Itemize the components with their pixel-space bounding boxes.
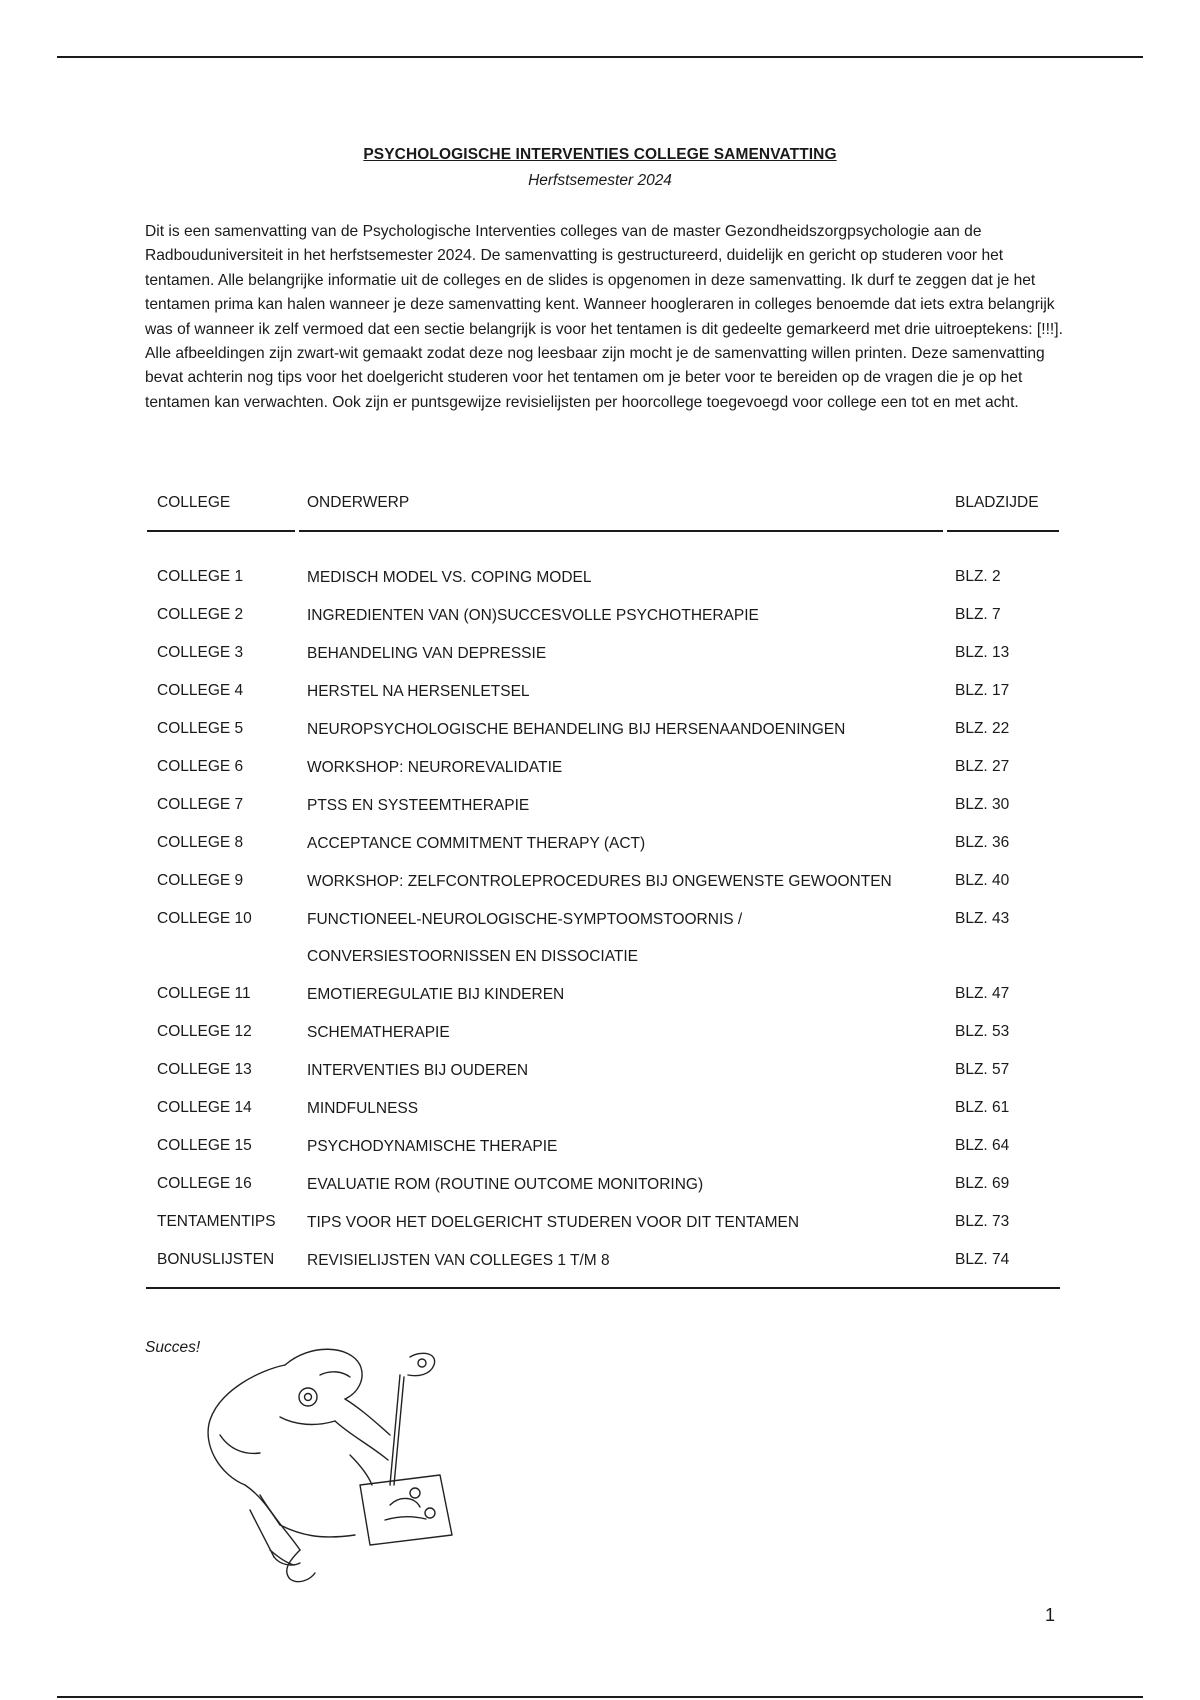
toc-header-page: BLADZIJDE xyxy=(955,494,1039,511)
table-row xyxy=(147,1248,1059,1286)
closing-text: Succes! xyxy=(145,1339,201,1356)
toc-college: COLLEGE 13 xyxy=(157,1061,252,1078)
toc-college: COLLEGE 16 xyxy=(157,1175,252,1192)
toc-header-rule-page xyxy=(947,530,1059,532)
toc-topic: SCHEMATHERAPIE xyxy=(307,1024,450,1041)
toc-topic: FUNCTIONEEL-NEUROLOGISCHE-SYMPTOOMSTOORNIS / CONVERSIESTOORNISSEN EN DISSOCIATIE xyxy=(307,911,743,965)
toc-page: BLZ. 47 xyxy=(955,985,1010,1002)
toc-page: BLZ. 61 xyxy=(955,1099,1010,1116)
toc-page: BLZ. 43 xyxy=(955,910,1010,927)
toc-college: COLLEGE 4 xyxy=(157,682,244,699)
toc-topic: MINDFULNESS xyxy=(307,1100,419,1117)
toc-topic: NEUROPSYCHOLOGISCHE BEHANDELING BIJ HERSENAANDOENINGEN xyxy=(307,721,846,738)
toc-page: BLZ. 64 xyxy=(955,1137,1010,1154)
toc-college: COLLEGE 9 xyxy=(157,872,244,889)
toc-page: BLZ. 30 xyxy=(955,796,1010,813)
toc-topic: MEDISCH MODEL VS. COPING MODEL xyxy=(307,569,592,586)
toc-topic: INGREDIENTEN VAN (ON)SUCCESVOLLE PSYCHOTHERAPIE xyxy=(307,607,759,624)
toc-college: COLLEGE 3 xyxy=(157,644,244,661)
toc-page: BLZ. 17 xyxy=(955,682,1010,699)
toc-page: BLZ. 13 xyxy=(955,644,1010,661)
toc-topic: TIPS VOOR HET DOELGERICHT STUDEREN VOOR DIT TENTAMEN xyxy=(307,1214,800,1231)
toc-college: COLLEGE 6 xyxy=(157,758,244,775)
toc-college: COLLEGE 12 xyxy=(157,1023,252,1040)
toc-page: BLZ. 27 xyxy=(955,758,1010,775)
toc-header xyxy=(147,490,1059,532)
toc-topic: PTSS EN SYSTEEMTHERAPIE xyxy=(307,797,530,814)
toc-page: BLZ. 40 xyxy=(955,872,1010,889)
toc-college: COLLEGE 2 xyxy=(157,606,244,623)
intro-paragraph: Dit is een samenvatting van de Psychologische Interventies colleges van de master Gezondheidszorgpsychologie aan de Radbouduniversiteit in het herfstsemester 2024. De samenvatting is gestructureerd, duidelijk en gericht op studeren voor het tentamen. Alle belangrijke informatie uit de colleges en de slides is opgenomen in deze samenvatting. Ik durf te zeggen dat je het tentamen prima kan halen wanneer je deze samenvatting kent. Wanneer hoogleraren in colleges benoemde dat iets extra belangrijk was of wanneer ik zelf vermoed dat een sectie belangrijk is voor het tentamen is dit gedeelte gemarkeerd met drie uitroeptekens: [!!!]. Alle afbeeldingen zijn zwart-wit gemaakt zodat deze nog leesbaar zijn mocht je de samenvatting willen printen. Deze samenvatting bevat achterin nog tips voor het doelgericht studeren voor het tentamen om je beter voor te bereiden op de vragen die je op het tentamen kan verwachten. Ook zijn er puntsgewijze revisielijsten per hoorcollege toegevoegd voor college een tot en met acht. xyxy=(145,223,1063,411)
toc-page: BLZ. 69 xyxy=(955,1175,1010,1192)
bottom-rule xyxy=(57,1696,1143,1698)
toc-page: BLZ. 53 xyxy=(955,1023,1010,1040)
page-number: 1 xyxy=(1045,1605,1056,1625)
toc-college: COLLEGE 15 xyxy=(157,1137,252,1154)
toc-topic: WORKSHOP: ZELFCONTROLEPROCEDURES BIJ ONGEWENSTE GEWOONTEN xyxy=(307,873,892,890)
toc-college: COLLEGE 8 xyxy=(157,834,244,851)
toc-page: BLZ. 36 xyxy=(955,834,1010,851)
toc-topic: INTERVENTIES BIJ OUDEREN xyxy=(307,1062,529,1079)
toc-topic: EVALUATIE ROM (ROUTINE OUTCOME MONITORING) xyxy=(307,1176,704,1193)
toc-college: COLLEGE 7 xyxy=(157,796,244,813)
table-of-contents xyxy=(147,490,1059,1269)
toc-header-rule-topic xyxy=(299,530,943,532)
toc-topic: REVISIELIJSTEN VAN COLLEGES 1 T/M 8 xyxy=(307,1252,610,1269)
toc-college: TENTAMENTIPS xyxy=(157,1213,276,1230)
toc-college: BONUSLIJSTEN xyxy=(157,1251,275,1268)
toc-header-topic: ONDERWERP xyxy=(307,494,410,511)
document-subtitle: Herfstsemester 2024 xyxy=(528,172,672,189)
toc-college: COLLEGE 10 xyxy=(157,910,252,927)
toc-page: BLZ. 57 xyxy=(955,1061,1010,1078)
toc-bottom-rule xyxy=(146,1287,1060,1289)
toc-header-college: COLLEGE xyxy=(157,494,231,511)
toc-header-rule-college xyxy=(147,530,295,532)
toc-topic: EMOTIEREGULATIE BIJ KINDEREN xyxy=(307,986,565,1003)
frog-writing-illustration-icon xyxy=(190,1335,510,1595)
toc-page: BLZ. 74 xyxy=(955,1251,1010,1268)
toc-page: BLZ. 2 xyxy=(955,568,1001,585)
toc-body xyxy=(147,565,1059,1286)
toc-page: BLZ. 7 xyxy=(955,606,1001,623)
toc-topic: WORKSHOP: NEUROREVALIDATIE xyxy=(307,759,563,776)
top-rule xyxy=(57,56,1143,58)
toc-college: COLLEGE 5 xyxy=(157,720,244,737)
toc-college: COLLEGE 11 xyxy=(157,985,251,1002)
toc-page: BLZ. 22 xyxy=(955,720,1010,737)
toc-topic: ACCEPTANCE COMMITMENT THERAPY (ACT) xyxy=(307,835,646,852)
toc-page: BLZ. 73 xyxy=(955,1213,1010,1230)
toc-topic: BEHANDELING VAN DEPRESSIE xyxy=(307,645,547,662)
toc-topic: PSYCHODYNAMISCHE THERAPIE xyxy=(307,1138,558,1155)
toc-topic: HERSTEL NA HERSENLETSEL xyxy=(307,683,530,700)
toc-college: COLLEGE 14 xyxy=(157,1099,252,1116)
table-row xyxy=(147,907,1059,982)
toc-college: COLLEGE 1 xyxy=(157,568,244,585)
document-title: PSYCHOLOGISCHE INTERVENTIES COLLEGE SAMENVATTING xyxy=(363,146,837,163)
